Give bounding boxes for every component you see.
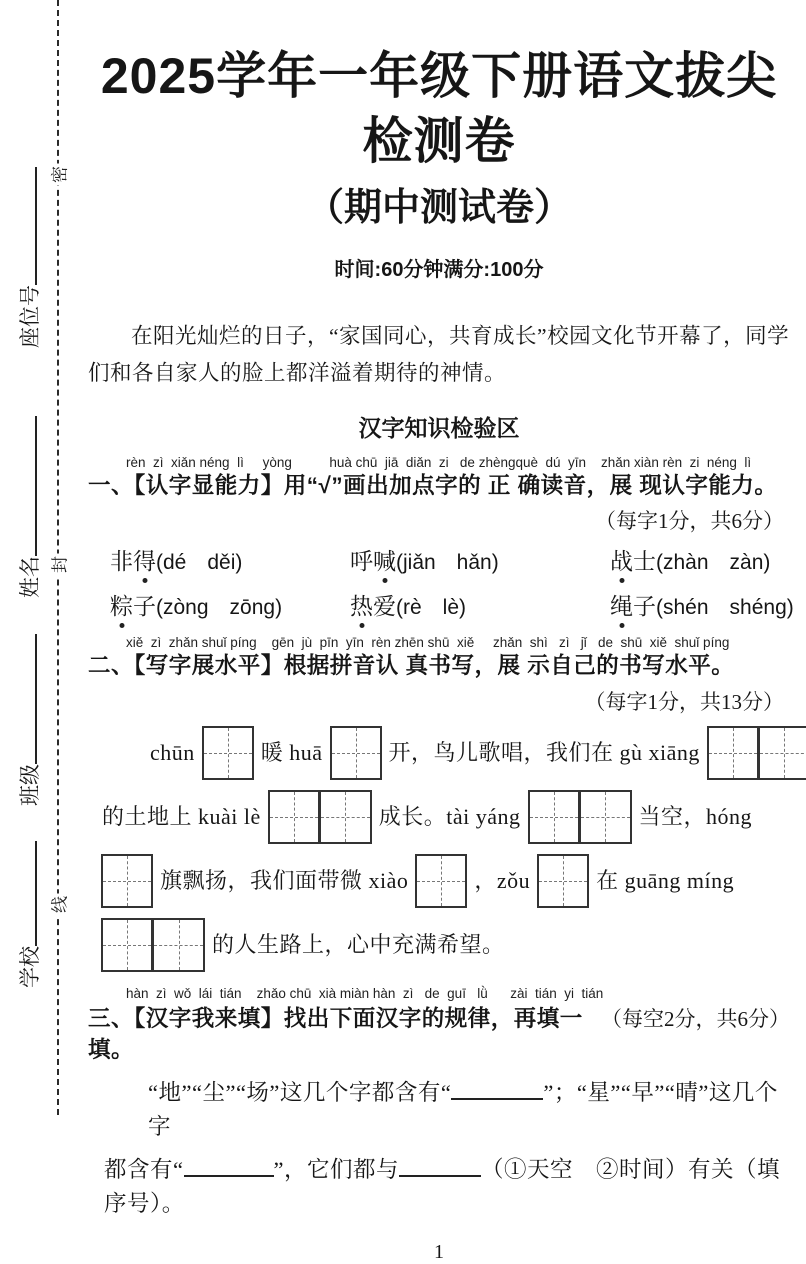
word-item[interactable]: [610, 588, 794, 621]
class-label: 班级: [18, 764, 42, 806]
word-post: 士: [633, 549, 656, 575]
q1-pinyin: rèn zì xiǎn néng lì yòng huà chū jiā diǎn zi de zhèngquè dú yīn zhǎn xiàn rèn zi néng lì: [126, 454, 752, 470]
school-blank[interactable]: [18, 841, 37, 946]
q2-write-line-2: [88, 790, 790, 844]
q3-line-1: [88, 1076, 790, 1144]
exam-content: [88, 0, 794, 1264]
intro-paragraph: 在阳光灿烂的日子，“家国同心，共育成长”校园文化节开幕了，同学们和各自家人的脸上都洋溢着期待的神情。: [88, 324, 790, 385]
writing-box[interactable]: [580, 790, 632, 844]
writing-box[interactable]: [320, 790, 372, 844]
word-post: 爱: [373, 594, 396, 620]
write-text: 旗飘扬，我们面带微 xiào: [160, 867, 409, 893]
word-dotted-char: 喊: [373, 543, 396, 576]
seal-char-xian: 线: [46, 894, 71, 916]
word-item[interactable]: [110, 588, 350, 621]
section-title: 汉字知识检验区: [358, 414, 520, 441]
write-text: 的人生路上，心中充满希望。: [212, 931, 505, 957]
exam-title: 2025学年一年级下册语文拔尖检测卷: [100, 48, 778, 169]
word-pinyin-options[interactable]: (zhàn zàn): [656, 551, 771, 575]
word-item[interactable]: [610, 543, 794, 576]
q1-text: 一、【认字显能力】用“√”画出加点字的 正 确读音，展 现认字能力。: [88, 472, 778, 498]
page-number: 1: [434, 1240, 444, 1263]
seat-number-field: [14, 167, 44, 348]
school-label: 学校: [18, 946, 42, 988]
word-pre: 非: [110, 549, 133, 575]
q3-pinyin: hàn zì wǒ lái tián zhǎo chū xià miàn hàn zì de guī lǜ zài tián yi tián: [126, 985, 604, 1001]
answer-blank[interactable]: [451, 1077, 543, 1100]
q2-write-line-4: [88, 918, 790, 972]
word-pinyin-options[interactable]: (jiǎn hǎn): [396, 551, 499, 575]
word-pre: 呼: [350, 549, 373, 575]
answer-blank[interactable]: [184, 1155, 274, 1178]
q3-text-segment: （①天空 ②时间）有关（填序号）。: [104, 1157, 781, 1217]
q3-text: 三、【汉字我来填】找出下面汉字的规律，再填一填。: [88, 1005, 583, 1063]
q3-line-2: [88, 1153, 790, 1221]
word-item[interactable]: [350, 543, 610, 576]
word-pinyin-options[interactable]: (dé děi): [156, 551, 243, 575]
class-blank[interactable]: [18, 634, 37, 764]
word-post: 子: [133, 594, 156, 620]
writing-box[interactable]: [528, 790, 580, 844]
write-text: ，zǒu: [474, 867, 531, 893]
word-dotted-char: 战: [610, 543, 633, 576]
writing-box-pair[interactable]: [707, 726, 806, 780]
q2-write-line-3: [88, 854, 790, 908]
write-text: 暖 huā: [260, 739, 323, 765]
q1-score: （每字1分，共6分）: [595, 509, 784, 534]
writing-box[interactable]: [268, 790, 320, 844]
seat-number-blank[interactable]: [18, 167, 37, 285]
q3-text-segment: “地”“尘”“场”这几个字都含有“: [148, 1079, 452, 1105]
word-item[interactable]: [350, 588, 610, 621]
writing-box[interactable]: [101, 854, 153, 908]
writing-box[interactable]: [415, 854, 467, 908]
school-field: [14, 841, 44, 988]
word-pinyin-options[interactable]: (shén shéng): [656, 596, 794, 620]
class-field: [14, 634, 44, 806]
writing-box-pair[interactable]: [101, 918, 205, 972]
writing-box[interactable]: [101, 918, 153, 972]
q3-text-segment: ”，它们都与: [273, 1157, 399, 1183]
seat-number-label: 座位号: [18, 285, 42, 348]
writing-box[interactable]: [537, 854, 589, 908]
word-dotted-char: 热: [350, 588, 373, 621]
seal-char-mi: 密: [46, 164, 71, 186]
writing-box[interactable]: [202, 726, 254, 780]
write-text: 开，鸟儿歌唱，我们在 gù xiāng: [388, 739, 700, 765]
answer-blank[interactable]: [399, 1155, 481, 1178]
seal-char-feng: 封: [46, 554, 71, 576]
name-label: 姓名: [18, 556, 42, 598]
writing-box-pair[interactable]: [268, 790, 372, 844]
q2-text: 二、【写字展水平】根据拼音认 真书写，展 示自己的书写水平。: [88, 653, 735, 679]
name-blank[interactable]: [18, 416, 37, 556]
q3-header: [88, 1003, 790, 1066]
q2-write-line-1: [88, 726, 790, 780]
writing-box-pair[interactable]: [528, 790, 632, 844]
exam-subtitle: （期中测试卷）: [305, 187, 572, 229]
name-field: [14, 416, 44, 598]
time-score-info: 时间:60分钟满分:100分: [334, 259, 544, 281]
q3-text-segment: 都含有“: [104, 1157, 184, 1183]
write-text: 的土地上 kuài lè: [102, 803, 261, 829]
write-text: 当空，hóng: [638, 803, 753, 829]
writing-box[interactable]: [330, 726, 382, 780]
write-text: 成长。tài yáng: [378, 803, 521, 829]
word-dotted-char: 得: [133, 543, 156, 576]
writing-box[interactable]: [153, 918, 205, 972]
word-post: 子: [633, 594, 656, 620]
word-pinyin-options[interactable]: (rè lè): [396, 596, 467, 620]
q1-words-grid: [88, 543, 794, 621]
write-text: 在 guāng míng: [596, 867, 735, 893]
word-dotted-char: 粽: [110, 588, 133, 621]
word-dotted-char: 绳: [610, 588, 633, 621]
q2-score: （每字1分，共13分）: [584, 689, 784, 714]
q3-score: （每空2分，共6分）: [601, 1006, 790, 1031]
q2-pinyin: xiě zì zhǎn shuǐ píng gēn jù pīn yīn rèn zhēn shū xiě zhǎn shì zì jǐ de shū xiě shuǐ píng: [126, 635, 730, 651]
word-pinyin-options[interactable]: (zòng zōng): [156, 596, 283, 620]
q3-text-segment: ”；“星”“早”“晴”这几个字: [148, 1079, 778, 1139]
writing-box[interactable]: [759, 726, 806, 780]
write-text: chūn: [150, 739, 195, 765]
word-item[interactable]: [110, 543, 350, 576]
writing-box[interactable]: [707, 726, 759, 780]
